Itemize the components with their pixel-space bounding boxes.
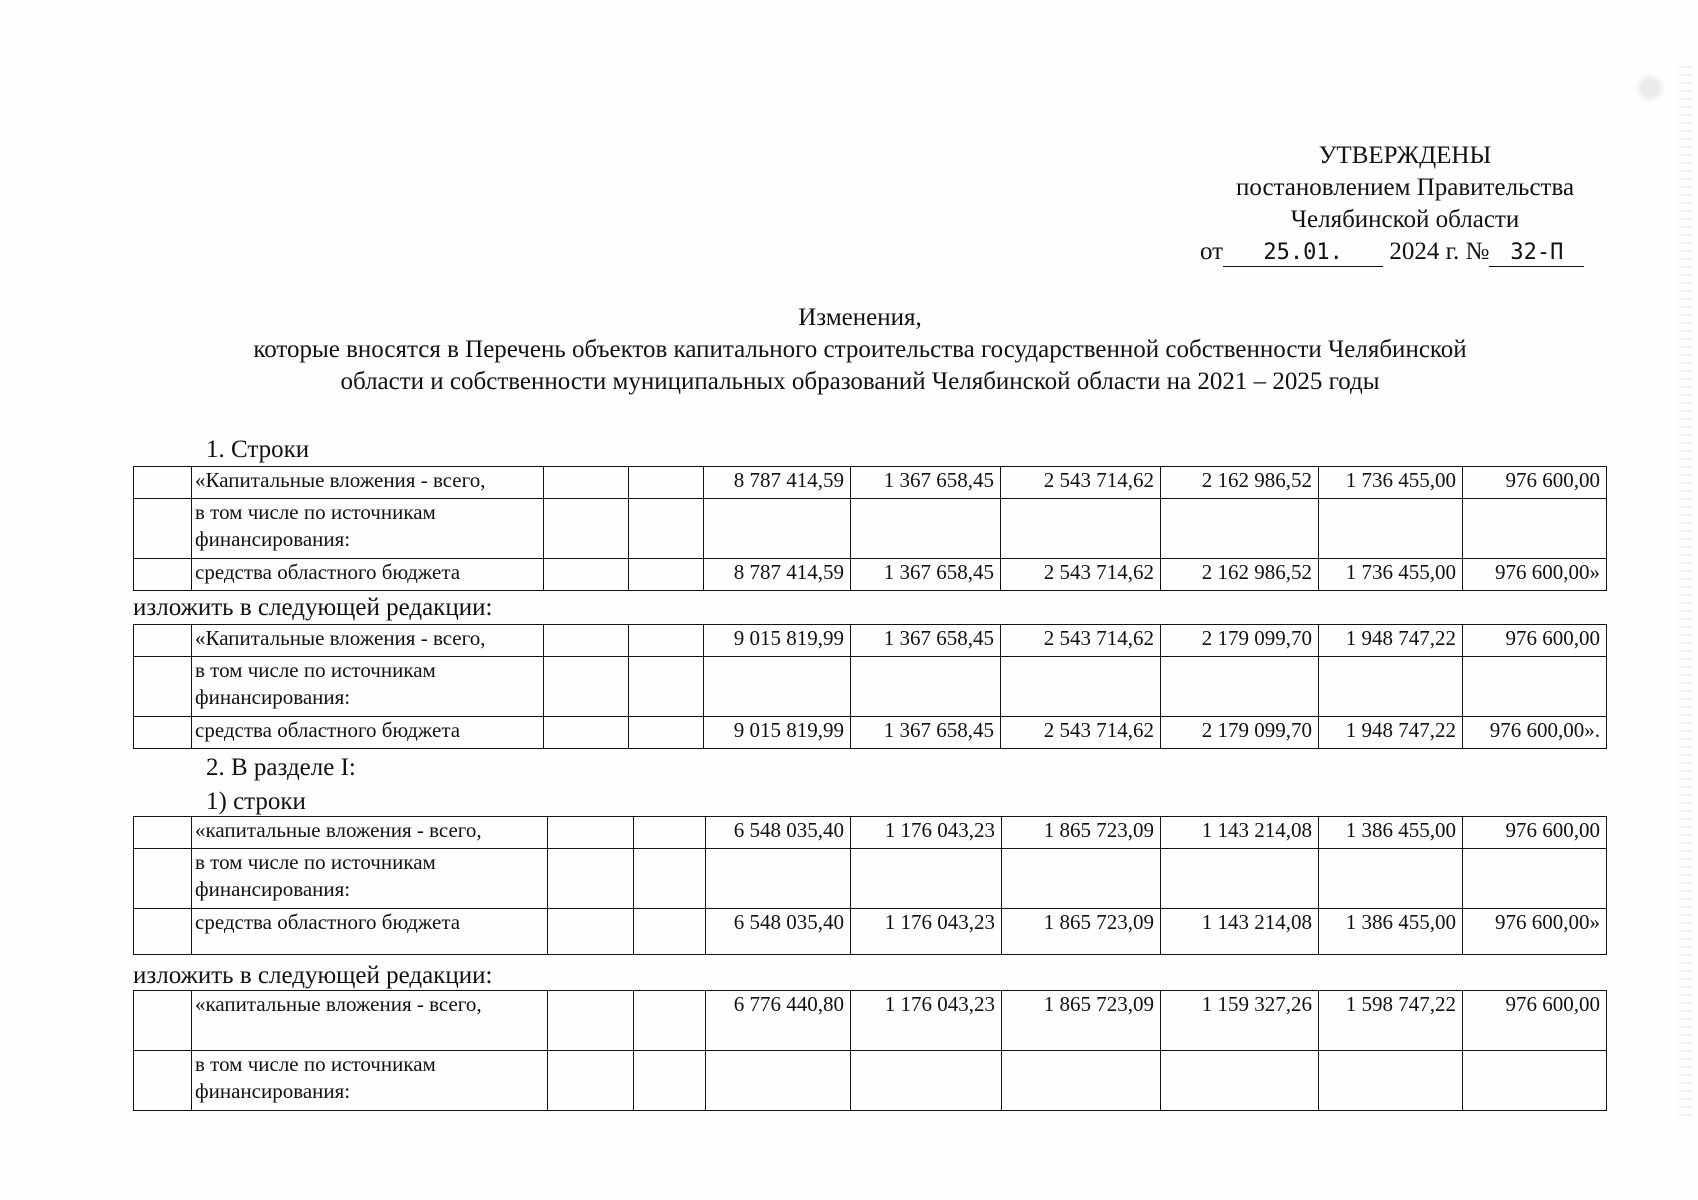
value-cell: 1 143 214,08 [1161, 909, 1319, 955]
replace-1-label: изложить в следующей редакции: [133, 594, 493, 621]
document-title [130, 302, 1590, 398]
empty-cell [634, 909, 706, 955]
empty-cell [548, 991, 634, 1051]
section-2-label: 2. В разделе I: [206, 754, 356, 781]
value-cell [1463, 499, 1607, 559]
value-cell: 2 543 714,62 [1001, 717, 1161, 749]
table-row [134, 467, 1607, 499]
empty-cell [544, 499, 629, 559]
value-cell: 1 865 723,09 [1002, 991, 1161, 1051]
value-cell: 6 776 440,80 [706, 991, 851, 1051]
value-cell [704, 499, 851, 559]
empty-cell [634, 1051, 706, 1111]
table-lines-new [133, 624, 1607, 749]
value-cell: 1 143 214,08 [1161, 817, 1319, 849]
value-cell: 1 598 747,22 [1319, 991, 1463, 1051]
empty-cell [629, 499, 704, 559]
index-cell [134, 717, 192, 749]
index-cell [134, 657, 192, 717]
value-cell [1002, 849, 1161, 909]
value-cell [1319, 499, 1463, 559]
value-cell: 2 543 714,62 [1001, 625, 1161, 657]
empty-cell [548, 849, 634, 909]
value-cell [706, 849, 851, 909]
value-cell: 1 948 747,22 [1319, 717, 1463, 749]
value-cell: 1 176 043,23 [851, 817, 1002, 849]
value-cell: 2 543 714,62 [1001, 467, 1161, 499]
value-cell: 2 179 099,70 [1161, 717, 1319, 749]
table-row [134, 657, 1607, 717]
value-cell: 1 367 658,45 [851, 559, 1001, 591]
title-line-3: области и собственности муниципальных образований Челябинской области на 2021 – 2025 годы [340, 368, 1380, 395]
value-cell: 976 600,00» [1463, 559, 1607, 591]
subsection-1-label: 1) строки [206, 788, 306, 815]
table-row [134, 849, 1607, 909]
row-name-cell: в том числе по источникам финансирования: [192, 849, 548, 909]
year-text: 2024 г. № [1389, 238, 1490, 265]
value-cell: 976 600,00 [1463, 467, 1607, 499]
row-name-cell: в том числе по источникам финансирования: [192, 499, 544, 559]
value-cell [851, 1051, 1002, 1111]
value-cell: 1 367 658,45 [851, 625, 1001, 657]
value-cell: 976 600,00 [1463, 817, 1607, 849]
value-cell: 1 386 455,00 [1319, 909, 1463, 955]
value-cell [1319, 1051, 1463, 1111]
value-cell [1463, 1051, 1607, 1111]
table-section1-new [133, 990, 1607, 1111]
value-cell: 9 015 819,99 [704, 625, 851, 657]
index-cell [134, 817, 192, 849]
row-name-cell: средства областного бюджета [192, 717, 544, 749]
empty-cell [629, 625, 704, 657]
value-cell [1161, 1051, 1319, 1111]
approval-date-line [1180, 236, 1630, 268]
value-cell [1161, 849, 1319, 909]
empty-cell [634, 849, 706, 909]
index-cell [134, 909, 192, 955]
value-cell: 2 543 714,62 [1001, 559, 1161, 591]
value-cell [1319, 849, 1463, 909]
value-cell: 976 600,00» [1463, 909, 1607, 955]
value-cell: 2 162 986,52 [1161, 467, 1319, 499]
empty-cell [548, 909, 634, 955]
scan-edge-artifact [1678, 60, 1692, 1120]
row-name-cell: в том числе по источникам финансирования: [192, 1051, 548, 1111]
empty-cell [634, 817, 706, 849]
table-row [134, 991, 1607, 1051]
row-name-cell: «капитальные вложения - всего, [192, 991, 548, 1051]
row-name-cell: в том числе по источникам финансирования: [192, 657, 544, 717]
approval-heading: УТВЕРЖДЕНЫ [1318, 142, 1492, 169]
approval-region: Челябинской области [1290, 206, 1520, 233]
index-cell [134, 625, 192, 657]
value-cell: 1 367 658,45 [851, 717, 1001, 749]
value-cell: 8 787 414,59 [704, 559, 851, 591]
empty-cell [634, 991, 706, 1051]
value-cell: 1 367 658,45 [851, 467, 1001, 499]
row-name-cell: «Капитальные вложения - всего, [192, 467, 544, 499]
table-section1-original [133, 816, 1607, 955]
empty-cell [544, 625, 629, 657]
value-cell [706, 1051, 851, 1111]
value-cell: 6 548 035,40 [706, 817, 851, 849]
date-value: 25.01. [1223, 240, 1383, 267]
value-cell [1463, 849, 1607, 909]
section-1-label: 1. Строки [206, 436, 310, 463]
value-cell: 1 176 043,23 [851, 909, 1002, 955]
value-cell [704, 657, 851, 717]
value-cell [1463, 657, 1607, 717]
table-row [134, 559, 1607, 591]
row-name-cell: средства областного бюджета [192, 559, 544, 591]
row-name-cell: средства областного бюджета [192, 909, 548, 955]
empty-cell [629, 467, 704, 499]
date-prefix: от [1200, 238, 1224, 265]
value-cell [1001, 499, 1161, 559]
value-cell: 6 548 035,40 [706, 909, 851, 955]
index-cell [134, 499, 192, 559]
row-name-cell: «Капитальные вложения - всего, [192, 625, 544, 657]
value-cell: 976 600,00 [1463, 991, 1607, 1051]
table-row [134, 499, 1607, 559]
approval-stamp [1180, 140, 1630, 268]
table-row [134, 817, 1607, 849]
empty-cell [629, 559, 704, 591]
title-line-1: Изменения, [798, 304, 922, 331]
empty-cell [548, 817, 634, 849]
value-cell: 1 865 723,09 [1002, 817, 1161, 849]
table-lines-original [133, 466, 1607, 591]
row-name-cell: «капитальные вложения - всего, [192, 817, 548, 849]
empty-cell [544, 717, 629, 749]
value-cell: 976 600,00 [1463, 625, 1607, 657]
empty-cell [544, 467, 629, 499]
value-cell [1319, 657, 1463, 717]
table-row [134, 909, 1607, 955]
value-cell: 1 176 043,23 [851, 991, 1002, 1051]
value-cell: 1 386 455,00 [1319, 817, 1463, 849]
value-cell: 2 162 986,52 [1161, 559, 1319, 591]
replace-2-label: изложить в следующей редакции: [133, 962, 493, 989]
value-cell [851, 499, 1001, 559]
table-row [134, 1051, 1607, 1111]
title-line-2: которые вносятся в Перечень объектов капитального строительства государственной собственности Челябинской [253, 336, 1467, 363]
empty-cell [629, 657, 704, 717]
value-cell [1161, 657, 1319, 717]
value-cell: 1 948 747,22 [1319, 625, 1463, 657]
decree-number: 32-П [1489, 240, 1584, 267]
value-cell: 1 159 327,26 [1161, 991, 1319, 1051]
value-cell [1002, 1051, 1161, 1111]
index-cell [134, 849, 192, 909]
approval-decree: постановлением Правительства [1235, 174, 1575, 201]
value-cell: 9 015 819,99 [704, 717, 851, 749]
value-cell: 2 179 099,70 [1161, 625, 1319, 657]
empty-cell [548, 1051, 634, 1111]
value-cell [851, 657, 1001, 717]
index-cell [134, 559, 192, 591]
index-cell [134, 1051, 192, 1111]
empty-cell [544, 559, 629, 591]
value-cell: 8 787 414,59 [704, 467, 851, 499]
value-cell: 1 736 455,00 [1319, 559, 1463, 591]
value-cell: 1 736 455,00 [1319, 467, 1463, 499]
index-cell [134, 991, 192, 1051]
table-row [134, 625, 1607, 657]
table-row [134, 717, 1607, 749]
value-cell [1001, 657, 1161, 717]
index-cell [134, 467, 192, 499]
scan-corner-artifact [1632, 70, 1668, 106]
value-cell [1161, 499, 1319, 559]
empty-cell [544, 657, 629, 717]
value-cell [851, 849, 1002, 909]
value-cell: 1 865 723,09 [1002, 909, 1161, 955]
value-cell: 976 600,00». [1463, 717, 1607, 749]
empty-cell [629, 717, 704, 749]
